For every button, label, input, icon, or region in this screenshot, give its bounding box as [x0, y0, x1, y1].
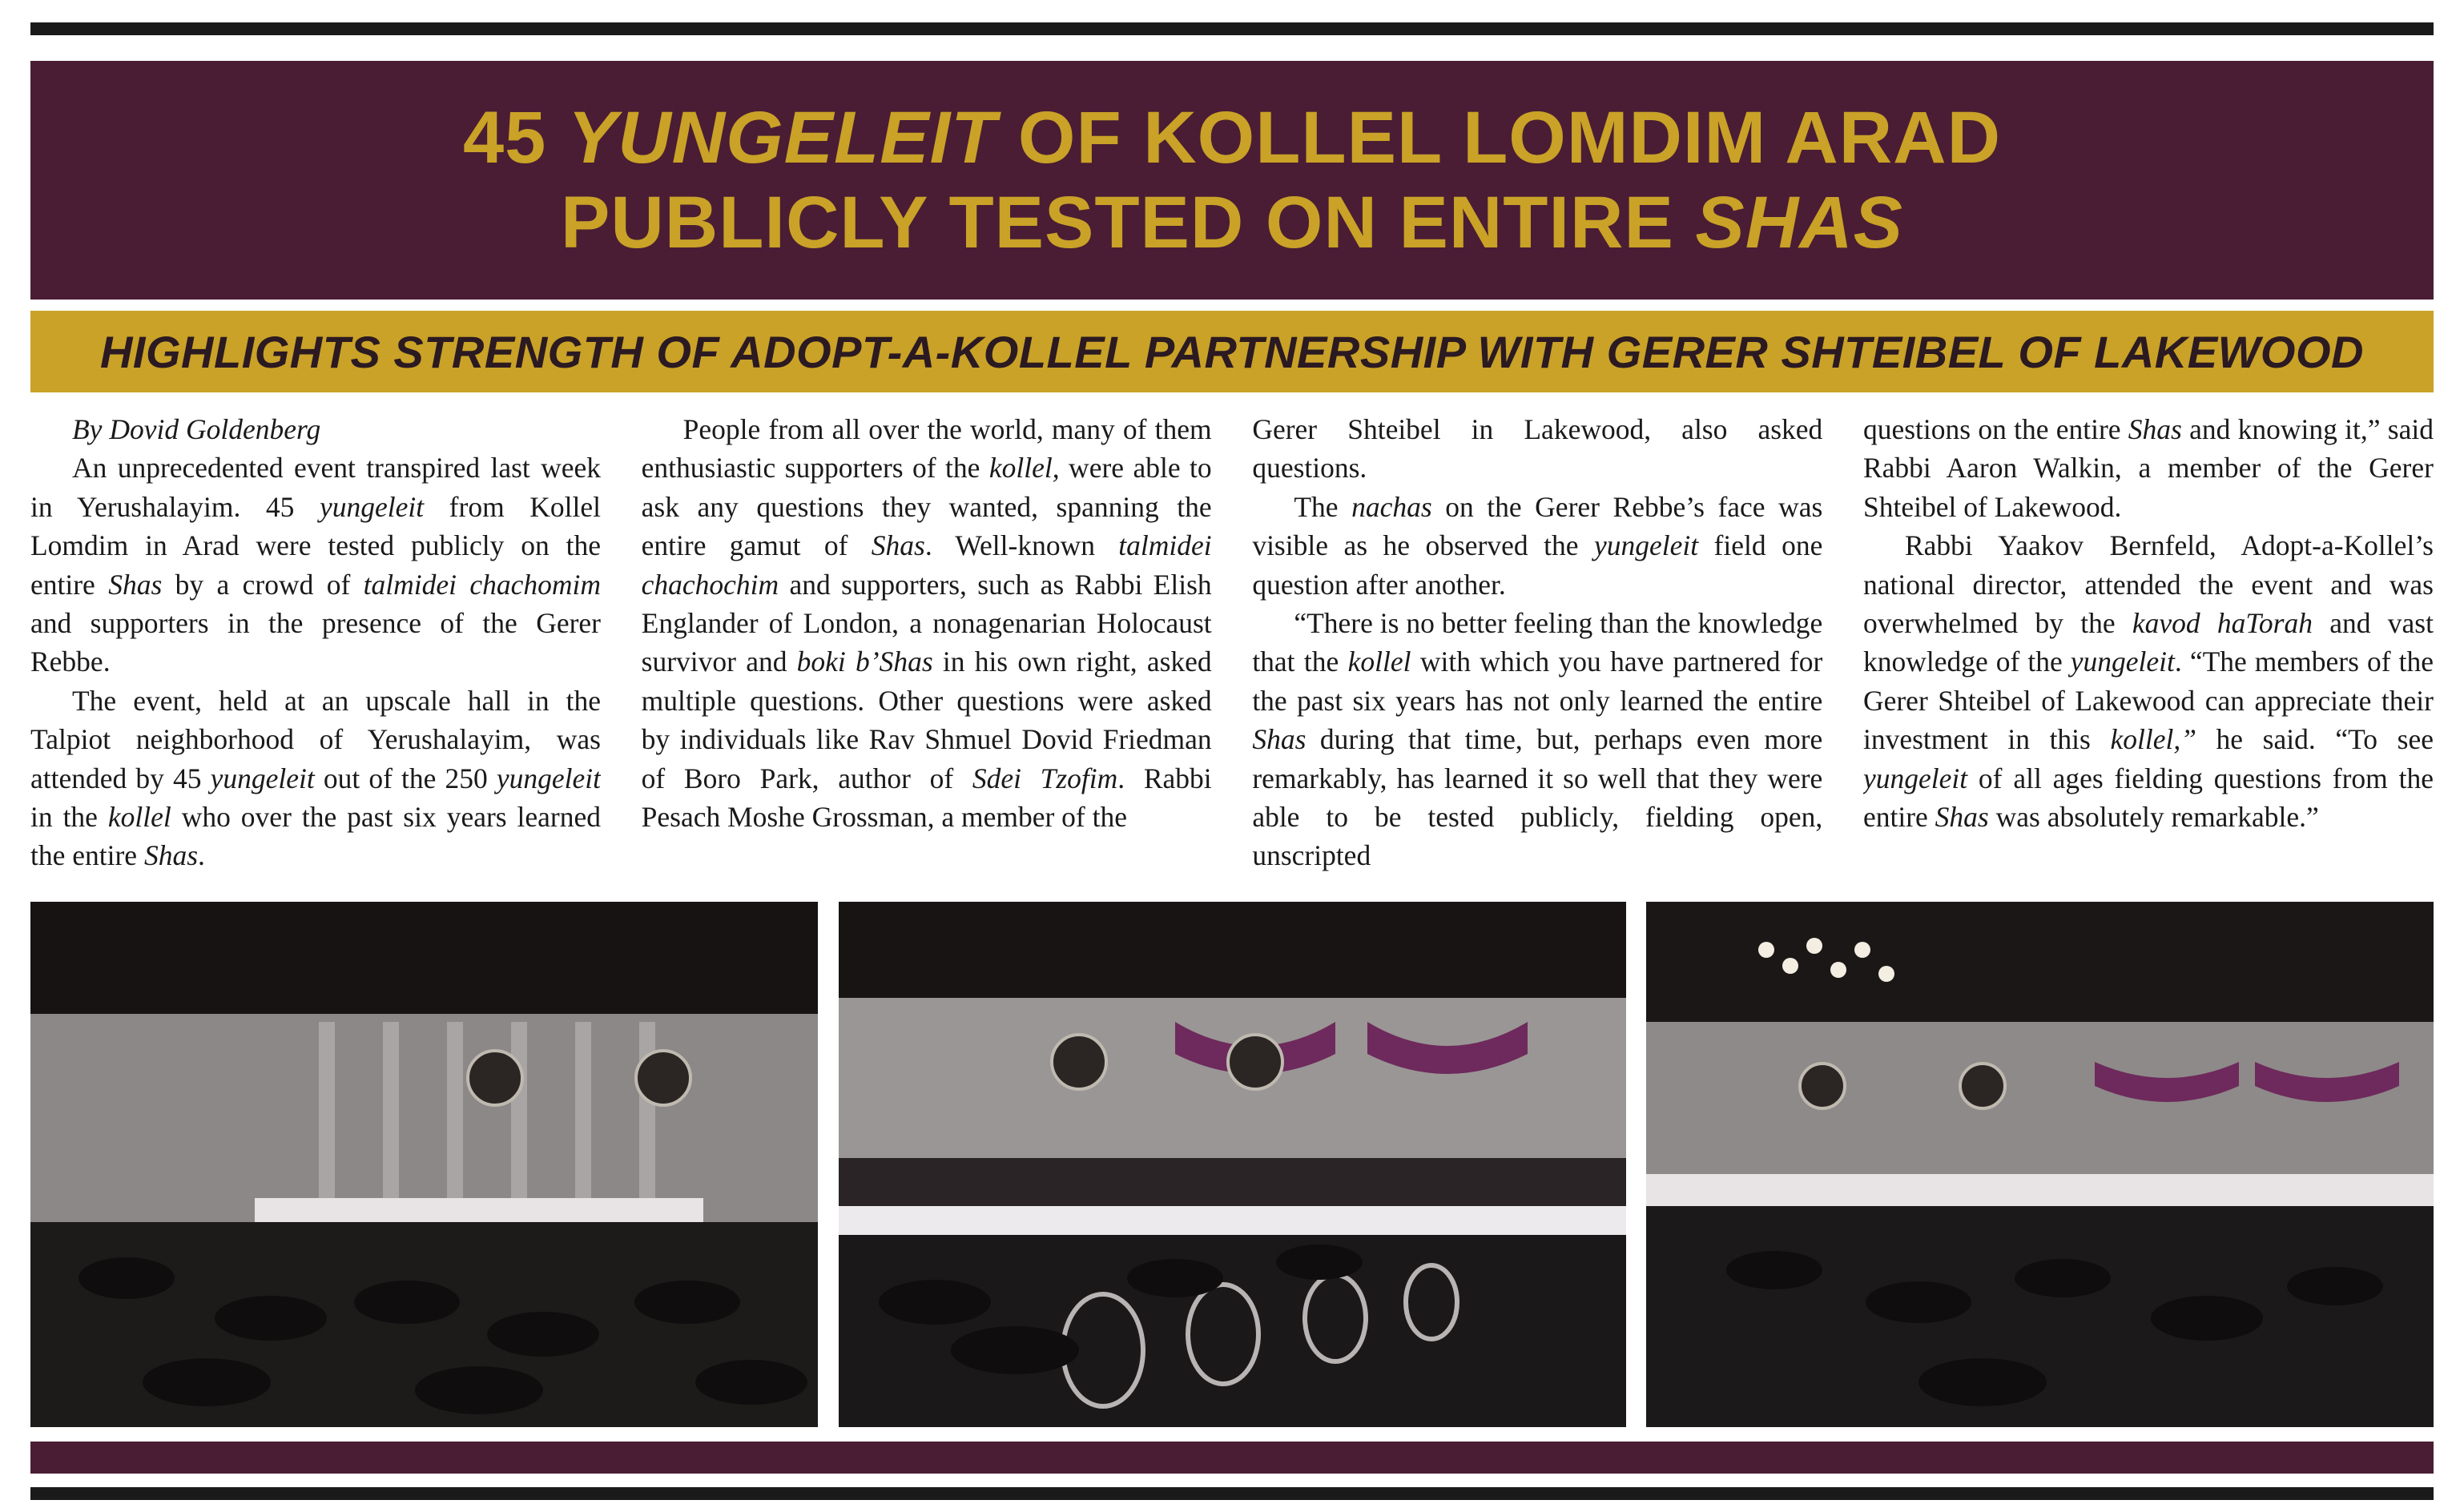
footer-band — [30, 1442, 2434, 1474]
event-photo-2-illustration — [839, 902, 1626, 1427]
paragraph: An unprecedented event transpired last week in Yerushalayim. 45 yungeleit from Kollel Lomdim in Arad were tested publicly on the entire Shas by a crowd of talmidei chachomim and supporters in the presence of the Gerer Rebbe. — [30, 452, 601, 678]
subheadline: HIGHLIGHTS STRENGTH OF ADOPT-A-KOLLEL PARTNERSHIP WITH GERER SHTEIBEL OF LAKEWOOD — [99, 326, 2364, 377]
column-1 — [30, 410, 601, 878]
column-4 — [1863, 410, 2434, 878]
bottom-rule — [30, 1487, 2434, 1500]
paragraph: questions on the entire Shas and knowing it,” said Rabbi Aaron Walkin, a member of the Gerer Shteibel of Lakewood. — [1862, 413, 2434, 523]
photo-strip — [30, 902, 2434, 1427]
column-3 — [1252, 410, 1822, 878]
headline-line-1: 45 YUNGELEIT OF KOLLEL LOMDIM ARAD — [462, 97, 2002, 179]
event-photo-3 — [1646, 902, 2434, 1427]
paragraph: Rabbi Yaakov Bernfeld, Adopt-a-Kollel’s national director, attended the event and was overwhelmed by the kavod haTorah and vast knowledge of the yungeleit. “The members of the Gerer Shteibel of Lakewood can appreciate their investment in this kollel,” he said. “To see yungeleit of all ages fielding questions from the entire Shas was absolutely remarkable.” — [1862, 529, 2434, 834]
event-photo-1-illustration — [30, 902, 818, 1427]
headline — [463, 95, 2001, 265]
paragraph: People from all over the world, many of them enthusiastic supporters of the kollel, were able to ask any questions they wanted, spanning the entire gamut of Shas. Well-known talmidei chachochim and supporters, such as Rabbi Elish Englander of London, a nonagenarian Holocaust survivor and boki b’Shas in his own right, asked multiple questions. Other questions were asked by individuals like Rav Shmuel Dovid Friedman of Boro Park, author of Sdei Tzofim. Rabbi Pesach Moshe Grossman, a member of the — [641, 413, 1212, 834]
subheadline-band — [30, 311, 2434, 392]
article-body — [30, 410, 2434, 878]
top-rule — [30, 22, 2434, 35]
column-2 — [642, 410, 1212, 878]
headline-line-2: PUBLICLY TESTED ON ENTIRE SHAS — [560, 182, 1904, 263]
event-photo-3-illustration — [1646, 902, 2434, 1427]
headline-banner — [30, 61, 2434, 300]
paragraph: Gerer Shteibel in Lakewood, also asked questions. — [1252, 413, 1823, 485]
event-photo-1 — [30, 902, 818, 1427]
byline: By Dovid Goldenberg — [72, 413, 321, 445]
paragraph: The event, held at an upscale hall in the Talpiot neighborhood of Yerushalayim, was attended by 45 yungeleit out of the 250 yungeleit in the kollel who over the past six years learned the entire Shas. — [30, 684, 601, 872]
paragraph: “There is no better feeling than the knowledge that the kollel with which you have partnered for the past six years has not only learned the entire Shas during that time, but, perhaps even more remarkably, has learned it so well that they were able to be tested publicly, fielding open, unscripted — [1252, 607, 1823, 872]
paragraph: The nachas on the Gerer Rebbe’s face was visible as he observed the yungeleit field one question after another. — [1252, 490, 1823, 601]
event-photo-2 — [839, 902, 1626, 1427]
